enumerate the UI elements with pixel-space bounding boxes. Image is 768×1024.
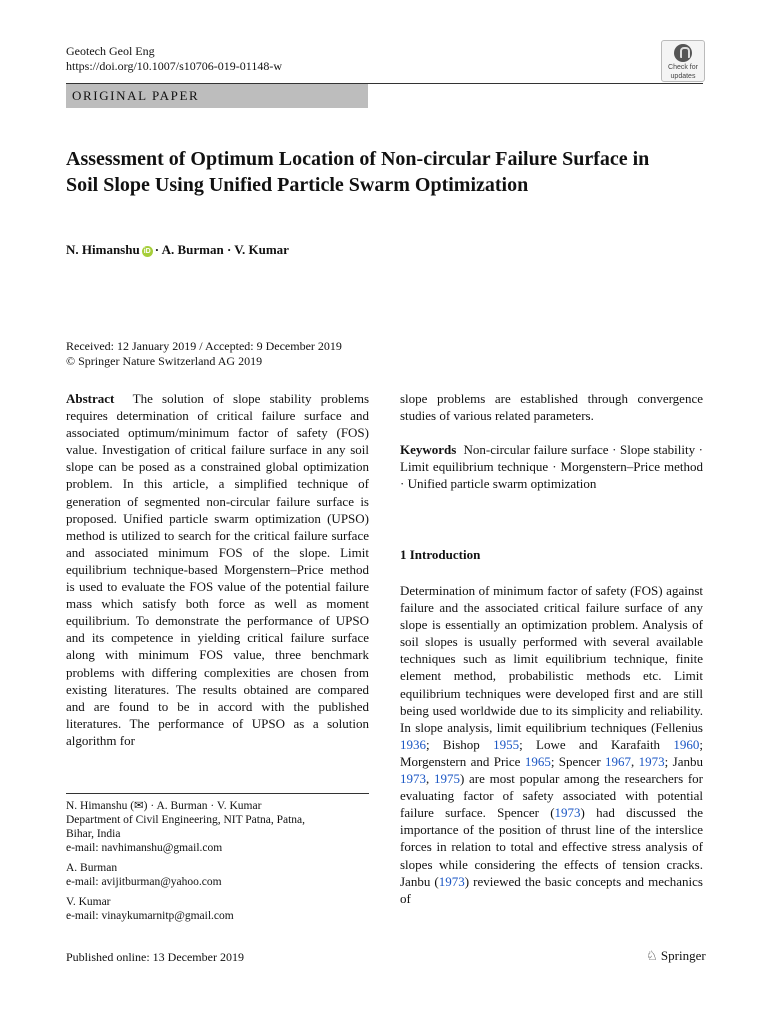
check-label-1: Check for: [668, 64, 698, 71]
citation-link[interactable]: 1973: [638, 753, 665, 769]
footnote-rule: [66, 793, 369, 794]
citation-link[interactable]: 1973: [554, 805, 581, 821]
citation-link[interactable]: 1973: [438, 873, 465, 889]
journal-name: Geotech Geol Eng: [66, 44, 155, 58]
right-column-top: [400, 390, 703, 492]
abstract-column: [66, 390, 369, 749]
citation-link[interactable]: 1965: [524, 753, 551, 769]
publisher-name: Springer: [660, 948, 706, 963]
aff-email-2[interactable]: e-mail: avijitburman@yahoo.com: [66, 876, 222, 888]
received-accepted: Received: 12 January 2019 / Accepted: 9 December 2019: [66, 339, 342, 353]
other-authors: · A. Burman · V. Kumar: [154, 242, 289, 257]
keywords-label: Keywords: [400, 442, 457, 458]
citation-link[interactable]: 1973: [400, 771, 426, 787]
aff-dept: Department of Civil Engineering, NIT Patna, Patna,: [66, 814, 305, 826]
abstract-continued: slope problems are established through convergence studies of various related parameters.: [400, 391, 703, 424]
keywords-text: Non-circular failure surface · Slope stability · Limit equilibrium technique · Morgenstern–Price method · Unified particle swarm optimization: [400, 442, 703, 492]
citation-link[interactable]: 1975: [433, 771, 460, 787]
aff-name-2: A. Burman: [66, 862, 118, 874]
dates-block: [66, 339, 342, 369]
copyright: © Springer Nature Switzerland AG 2019: [66, 354, 263, 368]
keywords-paragraph: [400, 441, 703, 492]
citation-link[interactable]: 1936: [400, 736, 426, 752]
paper-title: Assessment of Optimum Location of Non-circular Failure Surface in Soil Slope Using Unified Particle Swarm Optimization: [66, 148, 650, 196]
abstract-label: Abstract: [66, 391, 115, 406]
published-online: Published online: 13 December 2019: [66, 950, 244, 964]
citation-link[interactable]: 1955: [493, 736, 520, 752]
check-for-updates-badge[interactable]: [661, 40, 705, 82]
author-line: [66, 242, 289, 258]
doi-link[interactable]: https://doi.org/10.1007/s10706-019-01148-w: [66, 59, 282, 73]
check-label-2: updates: [670, 73, 696, 80]
author-1[interactable]: N. Himanshu: [66, 242, 140, 257]
springer-horse-icon: ♘: [646, 948, 658, 963]
citation-link[interactable]: 1960: [673, 736, 700, 752]
journal-header: [66, 44, 282, 74]
aff-name-3: V. Kumar: [66, 896, 111, 908]
aff-email-1[interactable]: e-mail: navhimanshu@gmail.com: [66, 842, 223, 854]
intro-paragraph: Determination of minimum factor of safety (FOS) against failure and the associated critical failure surface of any slope is essentially an optimization problem. Analysis of soil slopes is usually performed with several available techniques such as limit equilibrium technique, finite element method, probabilistic methods etc. Limit equilibrium techniques were developed first and are still being used worldwide due to its simplicity and reliability. In slope analysis, limit equilibrium techniques (Fellenius 1936; Bishop 1955; Lowe and Karafaith 1960; Morgenstern and Price 1965; Spencer 1967, 1973; Janbu 1973, 1975) are most popular among the researchers for evaluating factor of safety associated with potential failure surface. Spencer (1973) had discussed the importance of the position of thrust line of the interslice forces in relation to total and effective stress analysis of slopes while considering the effects of tension cracks. Janbu (1973) reviewed the basic concepts and mechanics of: [400, 583, 704, 906]
abstract-paragraph: [66, 390, 369, 749]
introduction-column: [400, 582, 703, 907]
publisher-logo: [646, 948, 706, 964]
aff-authors: N. Himanshu (✉) · A. Burman · V. Kumar: [66, 800, 262, 812]
affiliations-block: [66, 799, 369, 923]
orcid-icon[interactable]: iD: [143, 248, 151, 255]
abstract-text: The solution of slope stability problems requires determination of critical failure surface and associated optimum/minimum factor of safety (FOS) value. Investigation of critical failure surface in any soil slope can be posed as a constrained global optimization problem. In this article, a simplified technique of generation of segmented non-circular failure surface is proposed. Unified particle swarm optimization (UPSO) method is utilized to search for the critical failure surface and associated minimum FOS of the slope. Limit equilibrium technique-based Morgenstern–Price method is used to evaluate the FOS value of the potential failure mass which satisfy both force as well as moment equilibrium. To demonstrate the performance of UPSO and its competence in yielding critical failure surface along with minimum FOS value, three benchmark problems with differing complexities are chosen from existing literatures. The results obtained are compared and are found to be in accord with the published literatures. The performance of UPSO as a solution algorithm for: [66, 391, 369, 748]
article-type-badge: ORIGINAL PAPER: [66, 84, 368, 108]
bookmark-icon: [674, 44, 692, 62]
aff-location: Bihar, India: [66, 828, 121, 840]
section-heading-introduction: 1 Introduction: [400, 547, 481, 562]
citation-link[interactable]: 1967: [605, 753, 632, 769]
aff-email-3[interactable]: e-mail: vinaykumarnitp@gmail.com: [66, 910, 234, 922]
